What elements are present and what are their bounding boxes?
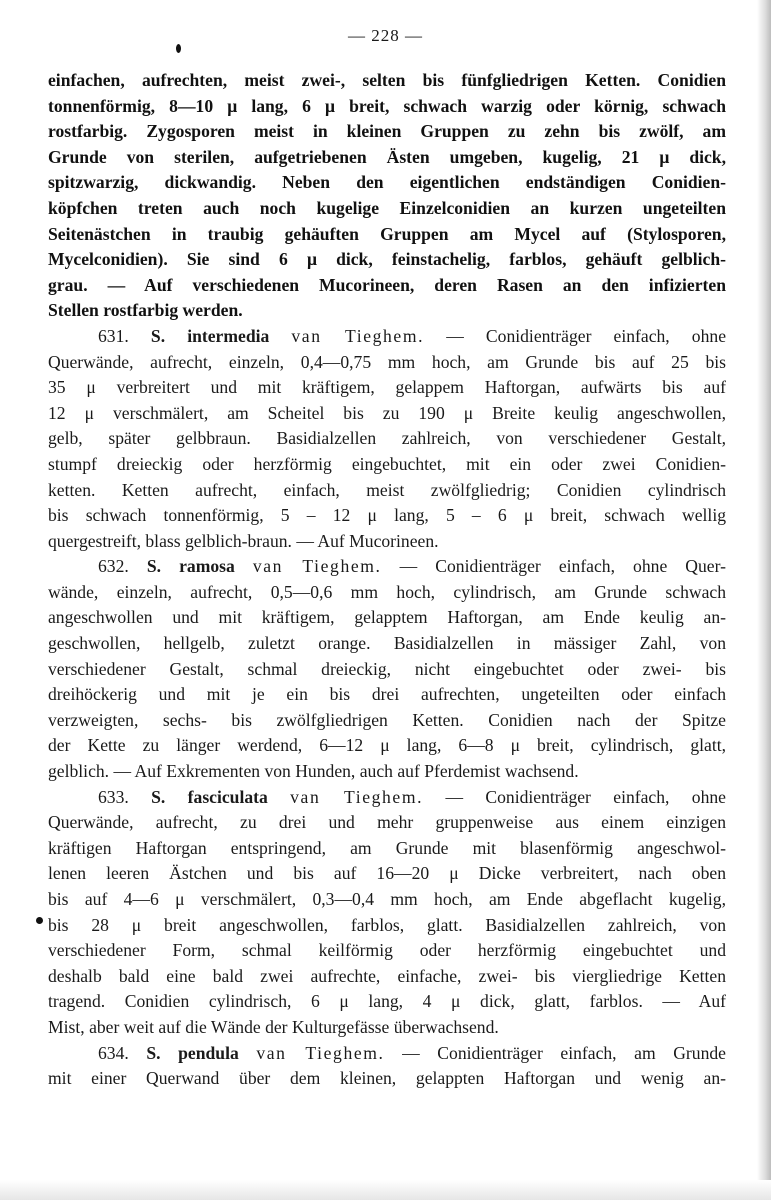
author-name: van Tieghem. xyxy=(252,556,382,577)
text-line: verschiedener Form, schmal keilförmig oder herzförmig eingebuchtet und xyxy=(48,940,726,961)
text-line: bis auf 4—6 μ verschmälert, 0,3—0,4 mm hoch, am Ende abgeflacht kugelig, xyxy=(48,889,726,909)
text-line: dreihöckerig und mit je ein bis drei aufrechten, ungeteilten oder einfach xyxy=(48,684,726,705)
text-line: angeschwollen und mit kräftigem, gelapptem Haftorgan, am Ende keulig an- xyxy=(48,607,726,628)
text-line: grau. — Auf verschiedenen Mucorineen, deren Rasen an den infizierten xyxy=(48,274,726,295)
text-line: mit einer Querwand über dem kleinen, gelappten Haftorgan und wenig an- xyxy=(48,1068,726,1089)
entry-first-line-text: — Conidienträger einfach, ohne Quer- xyxy=(399,556,726,577)
text-line: Stellen rostfarbig werden. xyxy=(48,300,243,321)
text-line: wände, einzeln, aufrecht, 0,5—0,6 mm hoch, cylindrisch, am Grunde schwach xyxy=(48,581,726,602)
text-line: tragend. Conidien cylindrisch, 6 μ lang, 4 μ dick, glatt, farblos. — Auf xyxy=(48,991,726,1012)
species-entry-634 xyxy=(48,1041,726,1092)
text-line: Mist, aber weit auf die Wände der Kulturgefässe überwachsend. xyxy=(48,1016,499,1037)
species-entry-632 xyxy=(48,554,726,784)
entry-first-line-text: — Conidienträger einfach, ohne xyxy=(446,325,727,346)
text-line: rostfarbig. Zygosporen meist in kleinen Gruppen zu zehn bis zwölf, am xyxy=(48,121,726,142)
entry-number: 634. xyxy=(98,1042,129,1063)
entry-number: 633. xyxy=(98,786,129,807)
text-line: geschwollen, hellgelb, zuletzt orange. Basidialzellen in mässiger Zahl, von xyxy=(48,633,726,654)
paragraph-continuation xyxy=(48,68,726,324)
text-line: lenen leeren Ästchen und bis auf 16—20 μ Dicke verbreitert, nach oben xyxy=(48,863,726,884)
species-name: ramosa xyxy=(179,556,235,577)
text-line: stumpf dreieckig oder herzförmig eingebuchtet, mit ein oder zwei Conidien- xyxy=(48,453,726,474)
entry-heading-line xyxy=(48,1041,726,1067)
author-name: van Tieghem. xyxy=(256,1042,385,1063)
body-text xyxy=(48,68,726,1092)
ink-speck xyxy=(176,44,181,53)
page-edge-shadow xyxy=(757,0,771,1200)
entry-first-line-text: — Conidienträger einfach, am Grunde xyxy=(402,1042,726,1063)
text-line: Grunde von sterilen, aufgetriebenen Ästen umgeben, kugelig, 21 μ dick, xyxy=(48,146,726,167)
text-line: bis schwach tonnenförmig, 5 – 12 μ lang, 5 – 6 μ breit, schwach wellig xyxy=(48,505,726,526)
entry-first-line-text: — Conidienträger einfach, ohne xyxy=(445,786,726,807)
text-line: bis 28 μ breit angeschwollen, farblos, glatt. Basidialzellen zahlreich, von xyxy=(48,914,726,935)
genus-abbrev: S. xyxy=(146,556,162,577)
species-name: intermedia xyxy=(187,325,270,346)
entry-heading-line xyxy=(48,785,726,811)
genus-abbrev: S. xyxy=(151,786,166,807)
entry-heading-line xyxy=(48,554,726,580)
text-line: ketten. Ketten aufrecht, einfach, meist zwölfgliedrig; Conidien cylindrisch xyxy=(48,479,726,500)
entry-number: 632. xyxy=(98,556,129,577)
entry-heading-line xyxy=(48,324,726,350)
author-name: van Tieghem. xyxy=(290,786,424,807)
genus-abbrev: S. xyxy=(150,325,166,346)
author-name: van Tieghem. xyxy=(291,325,425,346)
text-line: verschiedener Gestalt, schmal dreieckig, nicht eingebuchtet oder zwei- bis xyxy=(48,658,726,679)
text-line: einfachen, aufrechten, meist zwei-, selten bis fünfgliedrigen Ketten. Conidien xyxy=(48,70,726,90)
page-number: — 228 — xyxy=(348,26,423,45)
species-name: pendula xyxy=(178,1042,239,1063)
entry-number: 631. xyxy=(98,325,129,346)
text-line: 12 μ verschmälert, am Scheitel bis zu 190 μ Breite keulig angeschwollen, xyxy=(48,402,726,423)
text-line: gelb, später gelbbraun. Basidialzellen zahlreich, von verschiedener Gestalt, xyxy=(48,428,726,449)
text-line: quergestreift, blass gelblich-braun. — Auf Mucorineen. xyxy=(48,530,439,551)
page-bottom-shadow xyxy=(0,1180,771,1200)
species-entry-631 xyxy=(48,324,726,554)
text-line: 35 μ verbreitert und mit kräftigem, gelappem Haftorgan, aufwärts bis auf xyxy=(48,377,726,398)
text-line: tonnenförmig, 8—10 μ lang, 6 μ breit, schwach warzig oder körnig, schwach xyxy=(48,95,726,116)
text-line: spitzwarzig, dickwandig. Neben den eigentlichen endständigen Conidien- xyxy=(48,172,726,193)
genus-abbrev: S. xyxy=(146,1042,161,1063)
text-line: Mycelconidien). Sie sind 6 μ dick, feinstachelig, farblos, gehäuft gelblich- xyxy=(48,249,726,270)
species-name: fasciculata xyxy=(187,786,268,807)
text-line: der Kette zu länger werdend, 6—12 μ lang, 6—8 μ breit, cylindrisch, glatt, xyxy=(48,735,726,756)
text-line: gelblich. — Auf Exkrementen von Hunden, auch auf Pferdemist wachsend. xyxy=(48,761,579,782)
text-line: köpfchen treten auch noch kugelige Einzelconidien an kurzen ungeteilten xyxy=(48,197,726,218)
ink-speck xyxy=(36,917,43,924)
text-line: Querwände, aufrecht, zu drei und mehr gruppenweise aus einem einzigen xyxy=(48,812,726,833)
text-line: deshalb bald eine bald zwei aufrechte, einfache, zwei- bis viergliedrige Ketten xyxy=(48,965,726,986)
text-line: verzweigten, sechs- bis zwölfgliedrigen Ketten. Conidien nach der Spitze xyxy=(48,709,726,730)
text-line: Seitenästchen in traubig gehäuften Gruppen am Mycel auf (Stylosporen, xyxy=(48,223,726,244)
text-line: kräftigen Haftorgan entspringend, am Grunde mit blasenförmig angeschwol- xyxy=(48,837,726,858)
species-entry-633 xyxy=(48,785,726,1041)
text-line: Querwände, aufrecht, einzeln, 0,4—0,75 mm hoch, am Grunde bis auf 25 bis xyxy=(48,351,726,372)
